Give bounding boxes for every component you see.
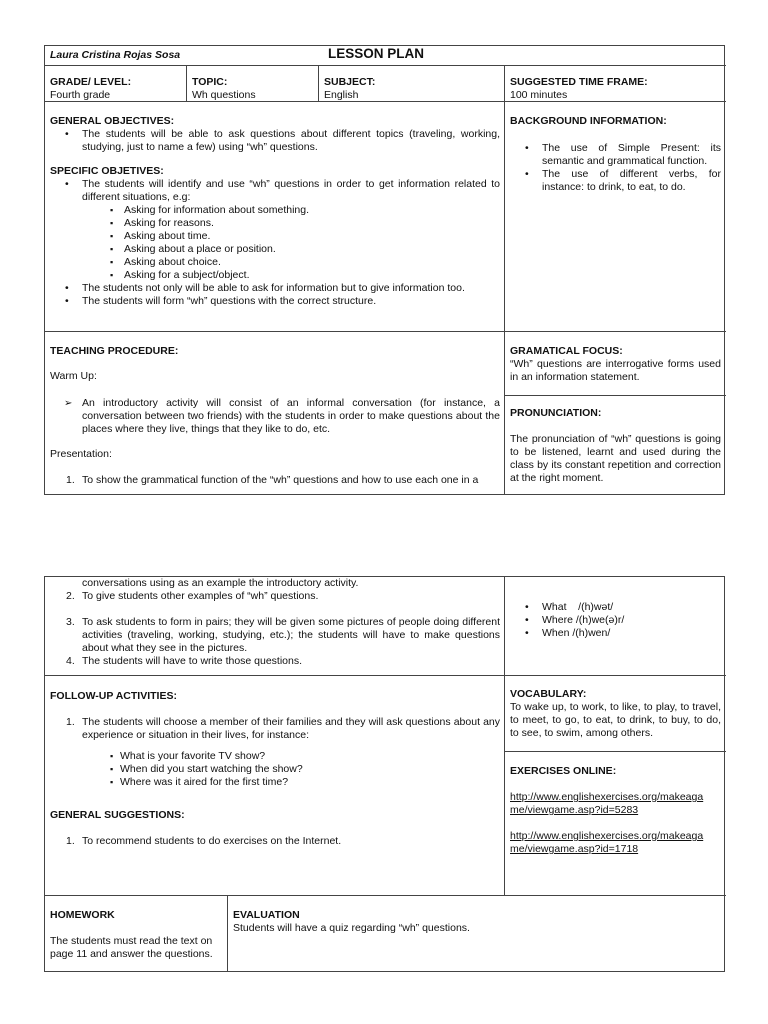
- grade-value: Fourth grade: [50, 89, 111, 101]
- list-item: ▪ Asking about choice.: [50, 256, 500, 269]
- follow-up-cell: [45, 675, 504, 895]
- list-item: 2. To give students other examples of “wh” questions.: [66, 590, 319, 602]
- time-frame-label: SUGGESTED TIME FRAME:: [510, 76, 648, 88]
- teaching-procedure-cell: [45, 331, 504, 495]
- topic-value: Wh questions: [192, 89, 256, 101]
- time-frame-cell: [504, 65, 726, 101]
- list-item: • What /(h)wət/: [510, 601, 721, 614]
- author-cell: [45, 46, 726, 65]
- list-item: ▪ Where was it aired for the first time?: [50, 776, 500, 789]
- general-suggestions-heading: GENERAL SUGGESTIONS:: [50, 809, 185, 821]
- subject-value: English: [324, 89, 359, 101]
- list-item: • The use of Simple Present: its semantic and grammatical function.: [510, 142, 721, 168]
- list-item: 1. To recommend students to do exercises on the Internet.: [66, 835, 342, 847]
- follow-up-heading: FOLLOW-UP ACTIVITIES:: [50, 690, 177, 702]
- exercise-link-1[interactable]: [510, 791, 721, 817]
- topic-cell: [186, 65, 318, 101]
- homework-text: The students must read the text on page 11 and answer the questions.: [50, 935, 213, 960]
- topic-label: TOPIC:: [192, 76, 228, 88]
- subject-label: SUBJECT:: [324, 76, 376, 88]
- exercise-link-1-line1[interactable]: http://www.englishexercises.org/makeaga: [510, 791, 704, 803]
- background-heading: BACKGROUND INFORMATION:: [510, 115, 667, 127]
- list-item: ▪ Asking about time.: [50, 230, 500, 243]
- list-item: • The students will be able to ask questions about different topics (traveling, working, studying, just to name a few) using “wh” questions.: [50, 128, 500, 154]
- grade-label: GRADE/ LEVEL:: [50, 76, 132, 88]
- list-item: ➢ An introductory activity will consist of an informal conversation (for instance, a conversation between two friends) with the students in order to make questions about the places where they live, things that they like to do, etc.: [50, 397, 500, 436]
- example-questions-list: [50, 750, 500, 789]
- exercises-online-cell: [504, 751, 726, 895]
- subject-cell: [318, 65, 504, 101]
- suggestions-list: [50, 835, 500, 848]
- pronunciation-list-cell: [504, 577, 726, 675]
- grammatical-focus-heading: GRAMATICAL FOCUS:: [510, 345, 623, 357]
- list-item: ▪ Asking for a subject/object.: [50, 269, 500, 282]
- homework-cell: [45, 895, 227, 972]
- list-item: 1. To show the grammatical function of the “wh” questions and how to use each one in a: [66, 474, 479, 486]
- vocabulary-text: To wake up, to work, to like, to play, to travel, to meet, to go, to eat, to drink, to buy, to do, to see, to swim, among others.: [510, 701, 721, 739]
- pronunciation-text: The pronunciation of “wh” questions is going to be listened, learnt and used during the class by its constant repetition and correction at the right moment.: [510, 433, 721, 484]
- exercises-online-heading: EXERCISES ONLINE:: [510, 765, 617, 777]
- presentation-steps: [50, 474, 500, 487]
- specific-sublist: [50, 204, 500, 282]
- pronunciation-cell: [504, 395, 726, 495]
- specific-objectives-list: [50, 178, 500, 308]
- list-item: • When /(h)wen/: [510, 627, 721, 640]
- list-item: • Where /(h)we(ə)r/: [510, 614, 721, 627]
- pronunciation-heading: PRONUNCIATION:: [510, 407, 602, 419]
- evaluation-cell: [227, 895, 726, 972]
- objectives-cell: [45, 101, 504, 331]
- lesson-plan-page-1: [44, 45, 725, 495]
- homework-heading: HOMEWORK: [50, 909, 115, 921]
- evaluation-heading: EVALUATION: [233, 909, 300, 921]
- exercise-link-2-line1[interactable]: http://www.englishexercises.org/makeaga: [510, 830, 704, 842]
- list-item: • The students not only will be able to ask for information but to give information too.: [50, 282, 500, 295]
- vocabulary-heading: VOCABULARY:: [510, 688, 587, 700]
- grade-cell: [45, 65, 186, 101]
- grammatical-focus-text: “Wh” questions are interrogative forms used in an information statement.: [510, 358, 721, 383]
- general-objectives-list: [50, 128, 500, 154]
- list-item: ▪ Asking for information about something.: [50, 204, 500, 217]
- grammatical-focus-cell: [504, 331, 726, 395]
- follow-up-list: [50, 716, 500, 742]
- exercise-link-2[interactable]: [510, 830, 721, 856]
- list-item: ▪ Asking for reasons.: [50, 217, 500, 230]
- list-item: 4. The students will have to write those questions.: [66, 655, 303, 667]
- list-item: 1. The students will choose a member of their families and they will ask questions about any experience or situation in their lives, for instance:: [66, 716, 500, 741]
- list-item: • The students will form “wh” questions with the correct structure.: [50, 295, 500, 308]
- pronunciation-list: [510, 601, 721, 640]
- teaching-procedure-heading: TEACHING PROCEDURE:: [50, 345, 179, 357]
- step1-continued: conversations using as an example the introductory activity.: [82, 577, 359, 589]
- warm-up-label: Warm Up:: [50, 370, 97, 382]
- page-title: LESSON PLAN: [328, 46, 425, 61]
- author-name: Laura Cristina Rojas Sosa: [50, 49, 181, 61]
- specific-objectives-heading: SPECIFIC OBJETIVES:: [50, 165, 164, 177]
- presentation-label: Presentation:: [50, 448, 112, 460]
- list-item: • The use of different verbs, for instance: to drink, to eat, to do.: [510, 168, 721, 194]
- list-item: 3. To ask students to form in pairs; they will be given some pictures of people doing different activities (traveling, working, studying, etc.); the students will have to make questions about what they see in the pictures.: [66, 616, 500, 654]
- procedure-continued-cell: [45, 577, 504, 675]
- vocabulary-cell: [504, 675, 726, 751]
- evaluation-text: Students will have a quiz regarding “wh” questions.: [233, 922, 470, 934]
- list-item: ▪ What is your favorite TV show?: [50, 750, 500, 763]
- warm-up-list: [50, 397, 500, 436]
- presentation-steps-continued: [50, 590, 500, 668]
- list-item: ▪ When did you start watching the show?: [50, 763, 500, 776]
- list-item: • The students will identify and use “wh” questions in order to get information related to different situations, e.g: ▪ Asking for information about something. ▪ Asking for reasons. ▪ Asking about time. ▪ Asking about a place or position. ▪ Asking about choice. ▪ Asking for a subject/object.: [50, 178, 500, 282]
- time-frame-value: 100 minutes: [510, 89, 568, 101]
- exercise-link-2-line2[interactable]: me/viewgame.asp?id=1718: [510, 843, 639, 855]
- lesson-plan-page-2: [44, 576, 725, 972]
- general-objectives-heading: GENERAL OBJECTIVES:: [50, 115, 175, 127]
- background-list: [510, 142, 721, 194]
- list-item: ▪ Asking about a place or position.: [50, 243, 500, 256]
- exercise-link-1-line2[interactable]: me/viewgame.asp?id=5283: [510, 804, 639, 816]
- background-cell: [504, 101, 726, 331]
